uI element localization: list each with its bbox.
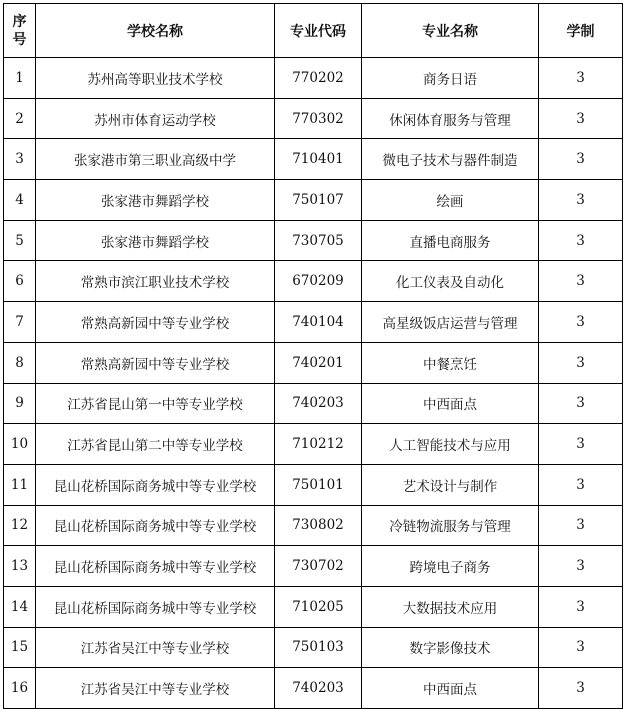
cell-duration: 3 — [539, 586, 623, 627]
cell-school-name: 江苏省吴江中等专业学校 — [36, 668, 275, 709]
table-row — [4, 180, 623, 221]
cell-seq: 16 — [4, 668, 36, 709]
cell-school-name: 张家港市第三职业高级中学 — [36, 139, 275, 180]
cell-major-code: 740201 — [275, 342, 362, 383]
cell-seq: 15 — [4, 627, 36, 668]
cell-major-name: 高星级饭店运营与管理 — [362, 302, 539, 343]
header-code: 专业代码 — [275, 4, 362, 58]
cell-major-code: 750103 — [275, 627, 362, 668]
cell-major-code: 740203 — [275, 383, 362, 424]
cell-duration: 3 — [539, 627, 623, 668]
cell-seq: 11 — [4, 464, 36, 505]
cell-major-code: 710205 — [275, 586, 362, 627]
cell-school-name: 江苏省吴江中等专业学校 — [36, 627, 275, 668]
cell-seq: 14 — [4, 586, 36, 627]
cell-major-name: 中西面点 — [362, 668, 539, 709]
cell-major-name: 商务日语 — [362, 58, 539, 99]
cell-duration: 3 — [539, 668, 623, 709]
cell-school-name: 昆山花桥国际商务城中等专业学校 — [36, 464, 275, 505]
cell-school-name: 昆山花桥国际商务城中等专业学校 — [36, 546, 275, 587]
table-row — [4, 546, 623, 587]
cell-duration: 3 — [539, 505, 623, 546]
cell-duration: 3 — [539, 180, 623, 221]
cell-school-name: 张家港市舞蹈学校 — [36, 220, 275, 261]
cell-seq: 1 — [4, 58, 36, 99]
table-row — [4, 261, 623, 302]
table-body — [4, 58, 623, 709]
cell-seq: 5 — [4, 220, 36, 261]
cell-major-code: 670209 — [275, 261, 362, 302]
cell-school-name: 昆山花桥国际商务城中等专业学校 — [36, 505, 275, 546]
cell-duration: 3 — [539, 58, 623, 99]
cell-school-name: 苏州高等职业技术学校 — [36, 58, 275, 99]
cell-major-name: 化工仪表及自动化 — [362, 261, 539, 302]
header-years: 学制 — [539, 4, 623, 58]
cell-major-code: 740104 — [275, 302, 362, 343]
cell-major-name: 大数据技术应用 — [362, 586, 539, 627]
cell-duration: 3 — [539, 220, 623, 261]
cell-seq: 3 — [4, 139, 36, 180]
cell-seq: 4 — [4, 180, 36, 221]
cell-major-name: 中餐烹饪 — [362, 342, 539, 383]
cell-major-code: 750101 — [275, 464, 362, 505]
cell-school-name: 常熟高新园中等专业学校 — [36, 342, 275, 383]
table-row — [4, 342, 623, 383]
header-row — [4, 4, 623, 58]
header-seq — [4, 4, 36, 58]
table-row — [4, 505, 623, 546]
cell-major-name: 艺术设计与制作 — [362, 464, 539, 505]
cell-major-code: 710401 — [275, 139, 362, 180]
cell-seq: 7 — [4, 302, 36, 343]
table-row — [4, 98, 623, 139]
table-row — [4, 220, 623, 261]
cell-major-name: 人工智能技术与应用 — [362, 424, 539, 465]
cell-major-name: 微电子技术与器件制造 — [362, 139, 539, 180]
cell-major-code: 770202 — [275, 58, 362, 99]
cell-seq: 10 — [4, 424, 36, 465]
cell-major-code: 750107 — [275, 180, 362, 221]
cell-major-name: 休闲体育服务与管理 — [362, 98, 539, 139]
cell-seq: 12 — [4, 505, 36, 546]
cell-school-name: 江苏省昆山第一中等专业学校 — [36, 383, 275, 424]
cell-major-code: 710212 — [275, 424, 362, 465]
header-seq-bottom: 号 — [12, 31, 27, 48]
cell-major-name: 数字影像技术 — [362, 627, 539, 668]
cell-major-name: 直播电商服务 — [362, 220, 539, 261]
header-seq-top: 序 — [12, 13, 27, 30]
cell-seq: 8 — [4, 342, 36, 383]
cell-school-name: 张家港市舞蹈学校 — [36, 180, 275, 221]
cell-duration: 3 — [539, 302, 623, 343]
header-major: 专业名称 — [362, 4, 539, 58]
table-row — [4, 424, 623, 465]
cell-school-name: 昆山花桥国际商务城中等专业学校 — [36, 586, 275, 627]
cell-school-name: 苏州市体育运动学校 — [36, 98, 275, 139]
cell-major-name: 跨境电子商务 — [362, 546, 539, 587]
cell-major-code: 770302 — [275, 98, 362, 139]
table-header — [4, 4, 623, 58]
cell-duration: 3 — [539, 139, 623, 180]
table-row — [4, 668, 623, 709]
cell-seq: 9 — [4, 383, 36, 424]
cell-major-name: 冷链物流服务与管理 — [362, 505, 539, 546]
cell-seq: 2 — [4, 98, 36, 139]
cell-major-name: 绘画 — [362, 180, 539, 221]
table-row — [4, 627, 623, 668]
cell-duration: 3 — [539, 98, 623, 139]
cell-seq: 6 — [4, 261, 36, 302]
cell-school-name: 常熟市滨江职业技术学校 — [36, 261, 275, 302]
cell-duration: 3 — [539, 546, 623, 587]
table-row — [4, 58, 623, 99]
cell-major-name: 中西面点 — [362, 383, 539, 424]
cell-duration: 3 — [539, 261, 623, 302]
table-row — [4, 464, 623, 505]
cell-duration: 3 — [539, 342, 623, 383]
cell-school-name: 江苏省昆山第二中等专业学校 — [36, 424, 275, 465]
cell-school-name: 常熟高新园中等专业学校 — [36, 302, 275, 343]
cell-major-code: 730705 — [275, 220, 362, 261]
cell-duration: 3 — [539, 383, 623, 424]
table-row — [4, 586, 623, 627]
cell-duration: 3 — [539, 464, 623, 505]
header-school: 学校名称 — [36, 4, 275, 58]
table-row — [4, 139, 623, 180]
cell-major-code: 730802 — [275, 505, 362, 546]
table-row — [4, 302, 623, 343]
majors-table — [3, 3, 623, 709]
cell-seq: 13 — [4, 546, 36, 587]
cell-major-code: 730702 — [275, 546, 362, 587]
cell-major-code: 740203 — [275, 668, 362, 709]
table-row — [4, 383, 623, 424]
cell-duration: 3 — [539, 424, 623, 465]
